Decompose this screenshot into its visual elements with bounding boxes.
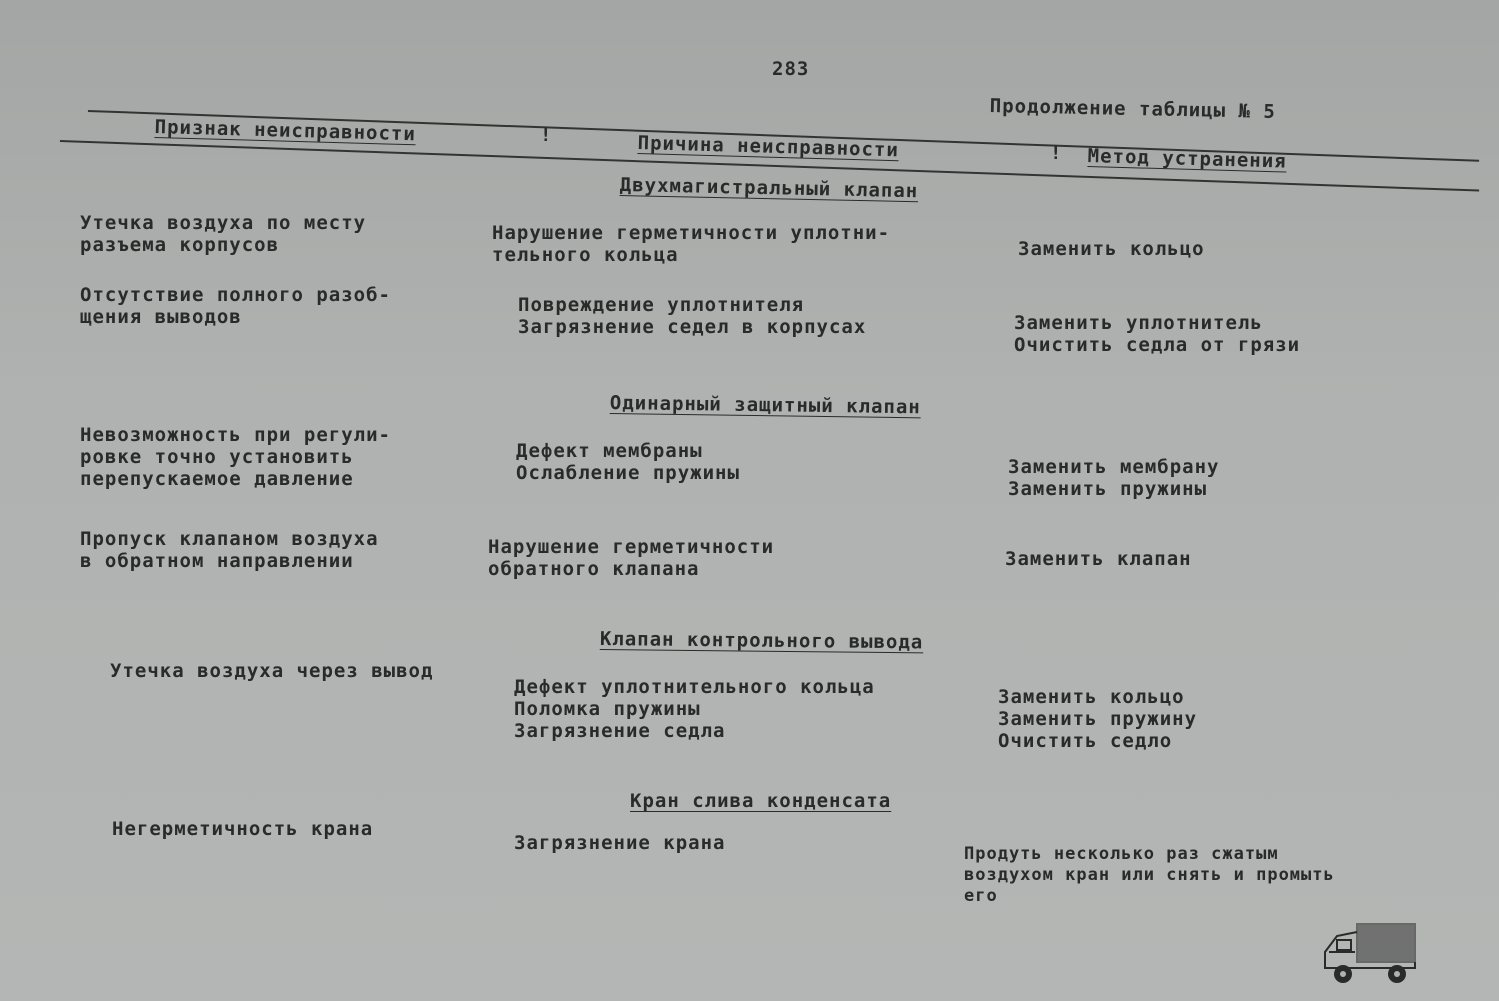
symptom-cell: Невозможность при регули- ровке точно установить перепускаемое давление xyxy=(80,424,391,490)
fix-cell: Заменить кольцо Заменить пружину Очистить седло xyxy=(998,686,1198,752)
section-title: Одинарный защитный клапан xyxy=(609,392,921,419)
column-separator: ! xyxy=(1050,142,1062,164)
column-header-symptom: Признак неисправности xyxy=(154,116,417,146)
symptom-cell: Утечка воздуха по месту разъема корпусов xyxy=(80,212,367,256)
cause-cell: Дефект мембраны Ослабление пружины xyxy=(516,440,740,484)
symptom-cell: Негерметичность крана xyxy=(112,818,374,840)
section-title: Клапан контрольного вывода xyxy=(599,628,924,654)
symptom-cell: Пропуск клапаном воздуха в обратном направлении xyxy=(80,528,379,572)
column-header-fix: Метод устранения xyxy=(1087,145,1287,173)
cause-cell: Повреждение уплотнителя Загрязнение седел в корпусах xyxy=(518,294,867,338)
cause-cell: Нарушение герметичности обратного клапана xyxy=(488,536,775,580)
table-continuation-label: Продолжение таблицы № 5 xyxy=(989,95,1277,123)
cause-cell: Загрязнение крана xyxy=(514,832,726,854)
symptom-cell: Отсутствие полного разоб- щения выводов xyxy=(80,284,391,328)
fix-cell: Продуть несколько раз сжатым воздухом кран или снять и промыть его xyxy=(964,844,1335,906)
column-header-cause: Причина неисправности xyxy=(637,132,900,162)
page-number: 283 xyxy=(772,58,810,80)
section-title: Кран слива конденсата xyxy=(630,790,892,812)
fix-cell: Заменить мембрану Заменить пружины xyxy=(1008,456,1220,500)
truck-stamp-icon xyxy=(1315,918,1425,988)
section-title: Двухмагистральный клапан xyxy=(619,174,919,203)
fix-cell: Заменить клапан xyxy=(1005,548,1192,570)
column-separator: ! xyxy=(540,124,552,146)
cause-cell: Дефект уплотнительного кольца Поломка пружины Загрязнение седла xyxy=(514,676,875,742)
symptom-cell: Утечка воздуха через вывод xyxy=(110,660,434,682)
fix-cell: Заменить уплотнитель Очистить седла от грязи xyxy=(1014,312,1301,356)
fix-cell: Заменить кольцо xyxy=(1018,238,1205,260)
cause-cell: Нарушение герметичности уплотни- тельного кольца xyxy=(492,222,891,266)
